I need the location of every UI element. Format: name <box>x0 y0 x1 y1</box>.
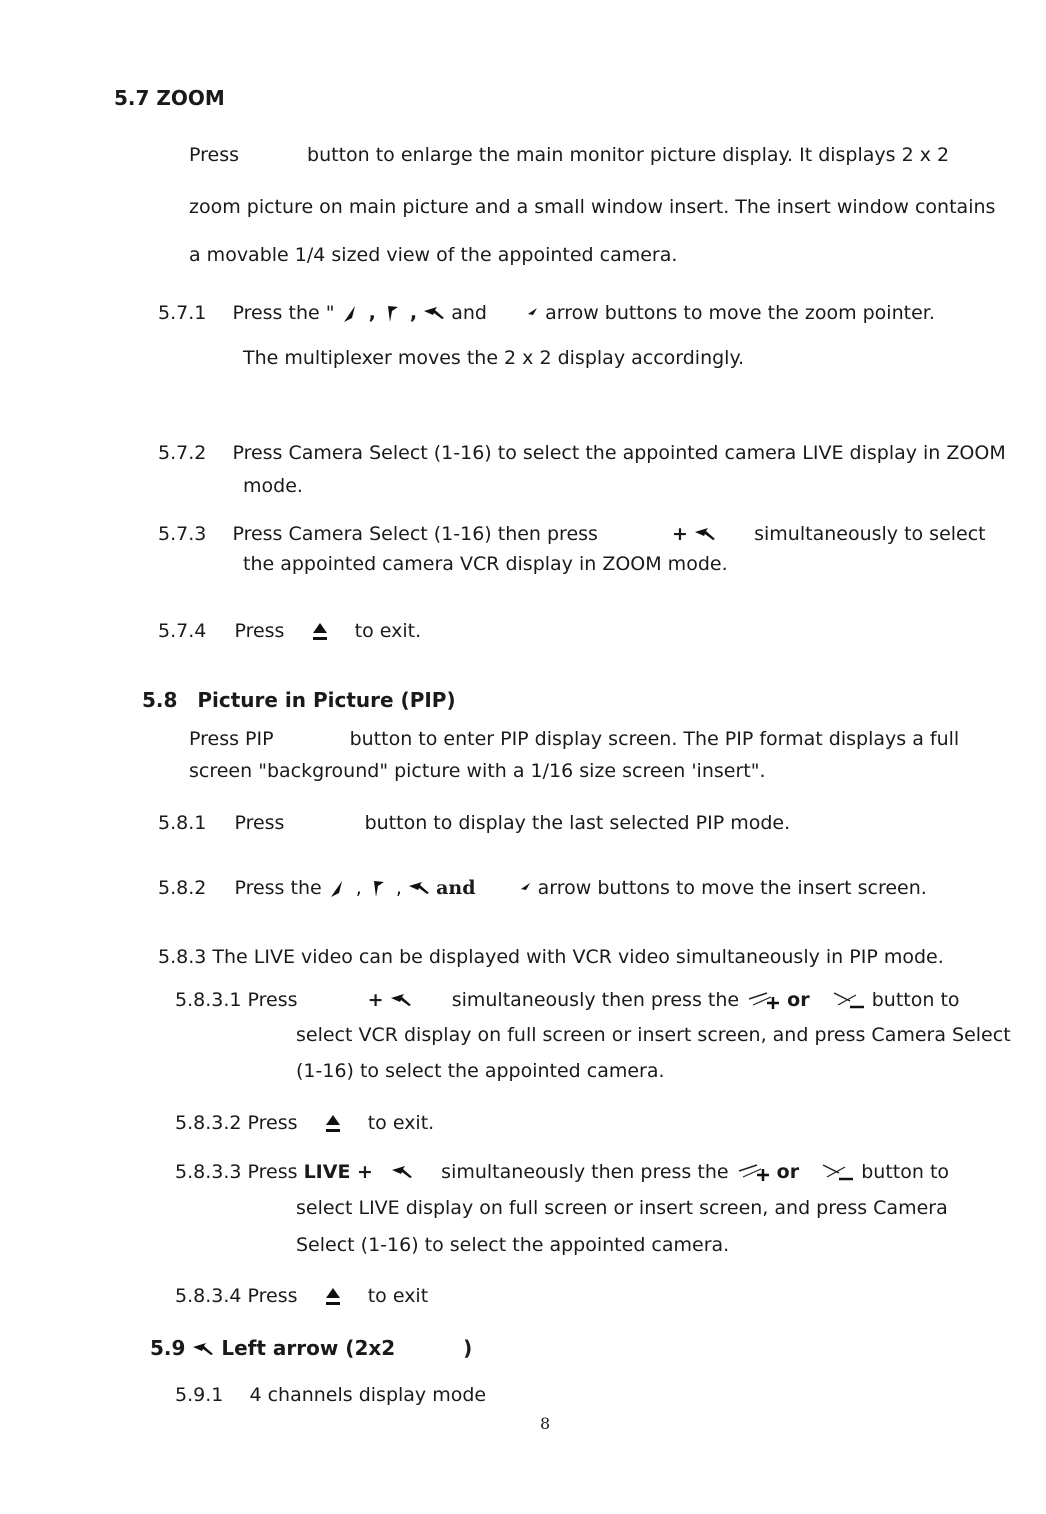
heading-close: ) <box>463 1336 473 1360</box>
item-5-8-2: 5.8.2 Press the , , and arrow buttons to move the insert screen. <box>158 877 927 899</box>
left-arrow-icon <box>192 1341 214 1359</box>
item-text-exit: to exit. <box>367 1112 435 1134</box>
item-text: 5.8.3.2 Press <box>175 1112 298 1134</box>
left-arrow-icon <box>391 1164 413 1182</box>
left-arrow-icon <box>408 880 430 898</box>
heading-title: Picture in Picture (PIP) <box>197 688 456 712</box>
eject-icon <box>324 1113 342 1135</box>
item-5-8-3-3 <box>175 1161 949 1183</box>
live-plus-text: LIVE + <box>303 1161 373 1183</box>
item-5-8-3-1 <box>175 989 960 1011</box>
right-arrow-icon <box>517 305 539 323</box>
item-5-8-3-2 <box>175 1112 434 1135</box>
item-number: 5.7.3 <box>158 523 207 545</box>
item-5-8-3-3-line-2: select LIVE display on full screen or insert screen, and press Camera <box>296 1197 948 1219</box>
item-5-8-3: 5.8.3 The LIVE video can be displayed with VCR video simultaneously in PIP mode. <box>158 946 944 968</box>
up-left-arrow-icon <box>328 880 350 898</box>
item-text-press: Press <box>234 812 285 834</box>
heading-title: Left arrow (2x2 <box>221 1336 396 1360</box>
item-5-7-1: 5.7.1 Press the " , , and arrow buttons to move the zoom pointer. <box>158 302 935 324</box>
item-text: Press Camera Select (1-16) to select the appointed camera LIVE display in ZOOM <box>232 442 1006 464</box>
item-text: simultaneously then press the <box>451 989 740 1011</box>
item-text-and: and <box>436 877 476 899</box>
zoom-intro-press: Press <box>189 144 240 166</box>
left-arrow-icon <box>390 992 412 1010</box>
item-text: button to display the last selected PIP mode. <box>364 812 791 834</box>
left-arrow-icon <box>423 305 445 323</box>
plus-sign: + <box>672 523 688 545</box>
item-text: Press the " <box>232 302 335 324</box>
down-left-arrow-icon <box>368 880 390 898</box>
item-text: Press the <box>234 877 322 899</box>
zoom-intro-line-2: zoom picture on main picture and a small window insert. The insert window contains <box>189 196 996 218</box>
item-5-8-3-1-line-2: select VCR display on full screen or insert screen, and press Camera Select <box>296 1024 1011 1046</box>
item-text: button to <box>861 1161 950 1183</box>
item-number: 5.8.1 <box>158 812 207 834</box>
item-text-exit: to exit <box>367 1285 429 1307</box>
item-text: arrow buttons to move the zoom pointer. <box>545 302 935 324</box>
heading-number: 5.8 <box>142 688 178 712</box>
item-5-7-1-line-2: The multiplexer moves the 2 x 2 display accordingly. <box>243 347 745 369</box>
item-5-7-4 <box>158 620 421 643</box>
item-text-exit: to exit. <box>354 620 422 642</box>
zoom-minus-icon <box>819 1163 855 1183</box>
item-5-9-1 <box>175 1384 486 1406</box>
section-heading-5-9 <box>150 1336 472 1360</box>
item-5-7-2 <box>158 442 1006 464</box>
or-text: or <box>776 1161 800 1183</box>
item-5-7-2-line-2: mode. <box>243 475 303 497</box>
item-number: 5.7.2 <box>158 442 207 464</box>
page-number: 8 <box>540 1414 551 1433</box>
item-number: 5.7.4 <box>158 620 207 642</box>
zoom-minus-icon <box>830 991 866 1011</box>
right-arrow-icon <box>510 880 532 898</box>
section-heading-5-8 <box>142 688 456 712</box>
zoom-plus-icon <box>735 1163 771 1183</box>
item-number: 5.9.1 <box>175 1384 224 1406</box>
down-left-arrow-icon <box>382 305 404 323</box>
zoom-intro-line-1 <box>189 144 949 166</box>
item-number: 5.7.1 <box>158 302 207 324</box>
item-5-7-3-line-2: the appointed camera VCR display in ZOOM mode. <box>243 553 728 575</box>
item-5-8-1 <box>158 812 790 834</box>
item-text: 5.8.3.3 Press <box>175 1161 298 1183</box>
pip-intro-line-1 <box>189 728 959 750</box>
zoom-intro-line-3: a movable 1/4 sized view of the appointed camera. <box>189 244 678 266</box>
pip-intro-line-2: screen "background" picture with a 1/16 size screen 'insert". <box>189 760 766 782</box>
item-text: arrow buttons to move the insert screen. <box>537 877 927 899</box>
item-5-7-3 <box>158 523 986 545</box>
up-left-arrow-icon <box>341 305 363 323</box>
item-number: 5.8.2 <box>158 877 207 899</box>
item-text: button to <box>871 989 960 1011</box>
plus-sign: + <box>367 989 384 1011</box>
item-text: 5.8.3.4 Press <box>175 1285 298 1307</box>
zoom-intro-text-1: button to enlarge the main monitor picture display. It displays 2 x 2 <box>307 144 950 166</box>
eject-icon <box>324 1286 342 1308</box>
item-text: 5.8.3.1 Press <box>175 989 298 1011</box>
or-text: or <box>787 989 810 1011</box>
heading-number: 5.9 <box>150 1336 186 1360</box>
zoom-plus-icon <box>745 991 781 1011</box>
item-text: simultaneously to select <box>754 523 986 545</box>
section-heading-5-7: 5.7 ZOOM <box>114 86 225 110</box>
item-5-8-3-4 <box>175 1285 428 1308</box>
item-5-8-3-3-line-3: Select (1-16) to select the appointed camera. <box>296 1234 730 1256</box>
eject-icon <box>311 621 329 643</box>
item-text: simultaneously then press the <box>441 1161 729 1183</box>
item-text: Press Camera Select (1-16) then press <box>232 523 598 545</box>
item-text-and: and <box>451 302 487 324</box>
item-5-8-3-1-line-3: (1-16) to select the appointed camera. <box>296 1060 665 1082</box>
left-arrow-icon <box>694 526 716 544</box>
item-text: 4 channels display mode <box>249 1384 487 1406</box>
pip-intro-b: button to enter PIP display screen. The PIP format displays a full <box>349 728 960 750</box>
item-text-press: Press <box>234 620 285 642</box>
pip-intro-a: Press PIP <box>189 728 274 750</box>
